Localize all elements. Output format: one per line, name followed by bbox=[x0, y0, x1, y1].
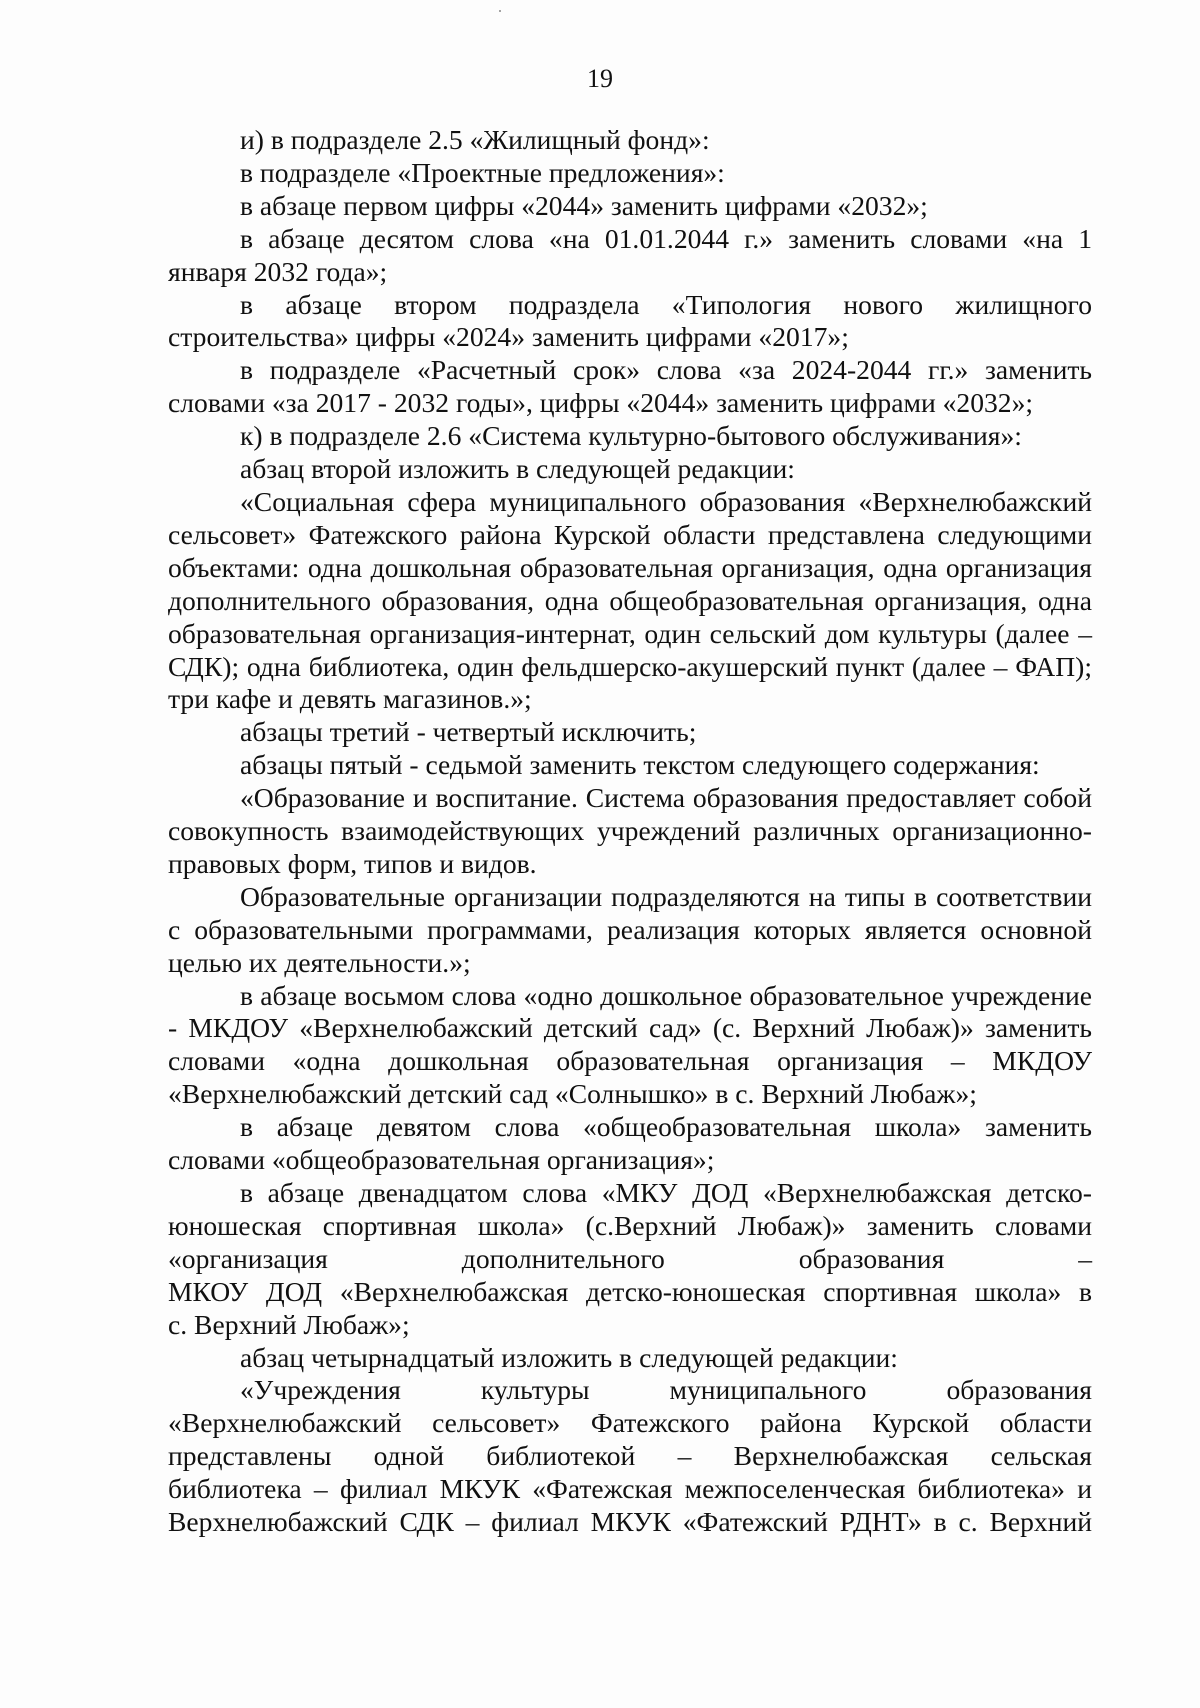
line: «Верхнелюбажский сельсовет» Фатежского района Курской области bbox=[168, 1407, 1092, 1439]
paragraph-lines bbox=[168, 1177, 1092, 1342]
page-number: 19 bbox=[587, 64, 613, 93]
paragraph: и) в подразделе 2.5 «Жилищный фонд»: bbox=[240, 124, 710, 155]
paragraph: в абзаце втором подраздела «Типология нового жилищного строительства» цифры «2024» заменить цифрами «2017»; bbox=[168, 288, 1092, 353]
paragraph: Образовательные организации подразделяются на типы в соответствии с образовательными программами, реализация которых является основной целью их деятельности.»; bbox=[168, 880, 1092, 978]
paragraph: в абзаце девятом слова «общеобразовательная школа» заменить словами «общеобразовательная организация»; bbox=[168, 1111, 1092, 1176]
line: МКОУ ДОД «Верхнелюбажская детско-юношеская спортивная школа» в bbox=[168, 1275, 1092, 1307]
line: Верхнелюбажский СДК – филиал МКУК «Фатежский РДНТ» в с. Верхний bbox=[168, 1506, 1092, 1538]
line: в абзаце двенадцатом слова «МКУ ДОД «Верхнелюбажская детско- bbox=[240, 1177, 1092, 1208]
line: «организация дополнительного образования – bbox=[168, 1242, 1092, 1274]
paragraph: в подразделе «Проектные предложения»: bbox=[240, 156, 725, 188]
line: представлены одной библиотекой – Верхнелюбажская сельская bbox=[168, 1440, 1092, 1472]
paragraph: абзацы третий - четвертый исключить; bbox=[240, 716, 697, 748]
paragraph: к) в подразделе 2.6 «Система культурно-бытового обслуживания»: bbox=[240, 420, 1022, 452]
line: библиотека – филиал МКУК «Фатежская межпоселенческая библиотека» и bbox=[168, 1473, 1092, 1505]
paragraph-lines bbox=[168, 1374, 1092, 1539]
line: юношеская спортивная школа» (с.Верхний Любаж)» заменить словами bbox=[168, 1209, 1092, 1241]
paragraph: «Образование и воспитание. Система образования предоставляет собой совокупность взаимодействующих учреждений различных организационно-правовых форм, типов и видов. bbox=[168, 782, 1092, 879]
line: «Учреждения культуры муниципального образования bbox=[240, 1374, 1092, 1406]
paragraph: в абзаце восьмом слова «одно дошкольное образовательное учреждение - МКДОУ «Верхнелюбажский детский сад» (с. Верхний Любаж)» заменить словами «одна дошкольная образовательная организация – МКДОУ «Верхнелюбажский детский сад «Солнышко» в с. Верхний Любаж»; bbox=[168, 979, 1092, 1110]
paragraph: абзацы пятый - седьмой заменить текстом следующего содержания: bbox=[240, 749, 1040, 781]
paragraph: абзац второй изложить в следующей редакции: bbox=[240, 453, 795, 485]
paragraph: в абзаце десятом слова «на 01.01.2044 г.» заменить словами «на 1 января 2032 года»; bbox=[168, 222, 1092, 287]
paragraph: абзац четырнадцатый изложить в следующей редакции: bbox=[240, 1341, 898, 1373]
scan-speck bbox=[499, 10, 501, 12]
paragraph: в подразделе «Расчетный срок» слова «за 2024-2044 гг.» заменить словами «за 2017 - 2032 годы», цифры «2044» заменить цифрами «2032»; bbox=[168, 354, 1092, 419]
paragraph: в абзаце первом цифры «2044» заменить цифрами «2032»; bbox=[240, 189, 928, 221]
paragraph: «Социальная сфера муниципального образования «Верхнелюбажский сельсовет» Фатежского района Курской области представлена следующими объектами: одна дошкольная образовательная организация, одна организация дополнительного образования, одна общеобразовательная организация, одна образовательная организация-интернат, один сельский дом культуры (далее – СДК); одна библиотека, один фельдшерско-акушерский пункт (далее – ФАП); три кафе и девять магазинов.»; bbox=[168, 485, 1092, 715]
document-body bbox=[168, 124, 1092, 1539]
line: с. Верхний Любаж»; bbox=[168, 1308, 410, 1340]
